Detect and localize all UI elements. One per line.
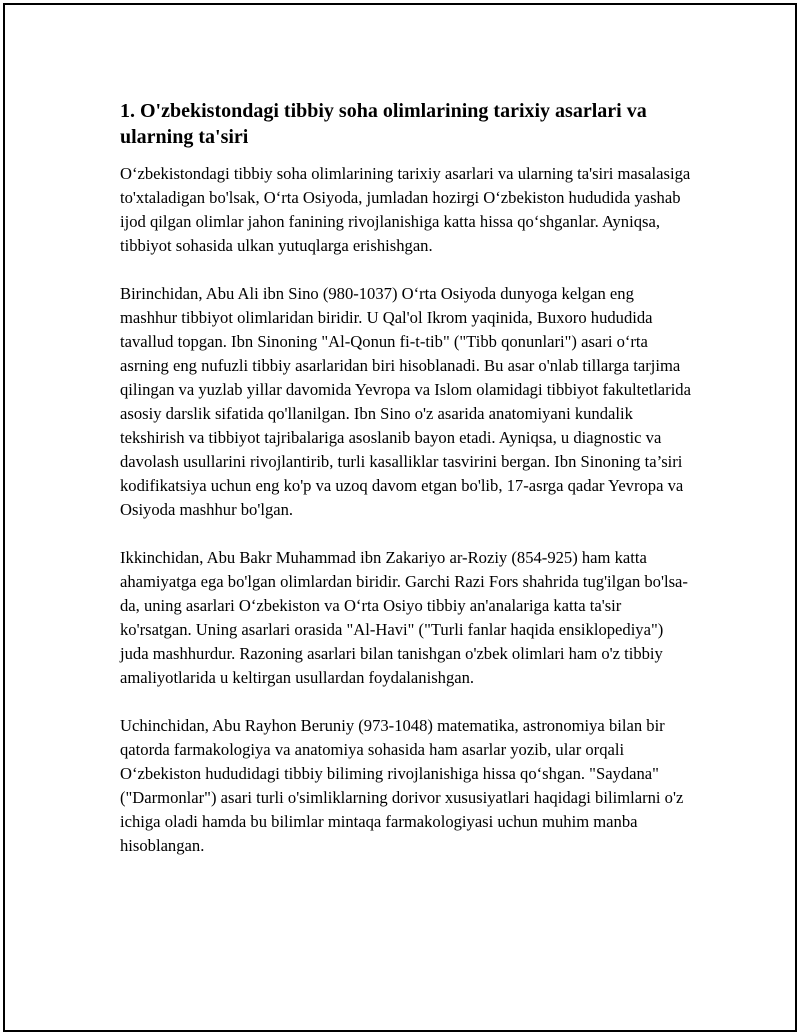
paragraph-beruniy: Uchinchidan, Abu Rayhon Beruniy (973-1048) matematika, astronomiya bilan bir qatorda farmakologiya va anatomiya sohasida ham asarlar yozib, ular orqali O‘zbekiston hududidagi tibbiy biliming rivojlanishiga hissa qo‘shgan. "Saydana" ("Darmonlar") asari turli o'simliklarning dorivor xususiyatlari haqidagi bilimlarni o'z ichiga oladi hamda bu bilimlar mintaqa farmakologiyasi uchun muhim manba hisoblangan. [120, 716, 684, 855]
paragraph-ibn-sino: Birinchidan, Abu Ali ibn Sino (980-1037) O‘rta Osiyoda dunyoga kelgan eng mashhur tibbiyot olimlaridan biridir. U Qal'ol Ikrom yaqinida, Buxoro hududida tavallud topgan. Ibn Sinoning "Al-Qonun fi-t-tib" ("Tibb qonunlari") asari o‘rta asrning eng nufuzli tibbiy asarlaridan biri hisoblanadi. Bu asar o'nlab tillarga tarjima qilingan va yuzlab yillar davomida Yevropa va Islom olamidagi tibbiyot fakultetlarida asosiy darslik sifatida qo'llanilgan. Ibn Sino o'z asarida anatomiyani kundalik tekshirish va tibbiyot tajribalariga asoslanib bayon etadi. Ayniqsa, u diagnostic va davolash usullarini rivojlantirib, turli kasalliklar tasvirini bergan. Ibn Sinoning ta’siri kodifikatsiya uchun eng ko'p va uzoq davom etgan bo'lib, 17-asrga qadar Yevropa va Osiyoda mashhur bo'lgan. [120, 284, 691, 519]
paragraph-intro: O‘zbekistondagi tibbiy soha olimlarining tarixiy asarlari va ularning ta'siri masalasiga to'xtaladigan bo'lsak, O‘rta Osiyoda, jumladan hozirgi O‘zbekiston hududida yashab ijod qilgan olimlar jahon fanining rivojlanishiga katta hissa qo‘shganlar. Ayniqsa, tibbiyot sohasida ulkan yutuqlarga erishishgan. [120, 164, 691, 255]
document-page [3, 3, 797, 1032]
section-heading: 1. O'zbekistondagi tibbiy soha olimlarining tarixiy asarlari va ularning ta'siri [120, 100, 647, 148]
document-content [120, 98, 695, 882]
paragraph-ar-roziy: Ikkinchidan, Abu Bakr Muhammad ibn Zakariyo ar-Roziy (854-925) ham katta ahamiyatga ega bo'lgan olimlardan biridir. Garchi Razi Fors shahrida tug'ilgan bo'lsa-da, uning asarlari O‘zbekiston va O‘rta Osiyo tibbiy an'analariga katta ta'sir ko'rsatgan. Uning asarlari orasida "Al-Havi" ("Turli fanlar haqida ensiklopediya") juda mashhurdur. Razoning asarlari bilan tanishgan o'zbek olimlari ham o'z tibbiy amaliyotlarida u keltirgan usullardan foydalanishgan. [120, 548, 688, 687]
